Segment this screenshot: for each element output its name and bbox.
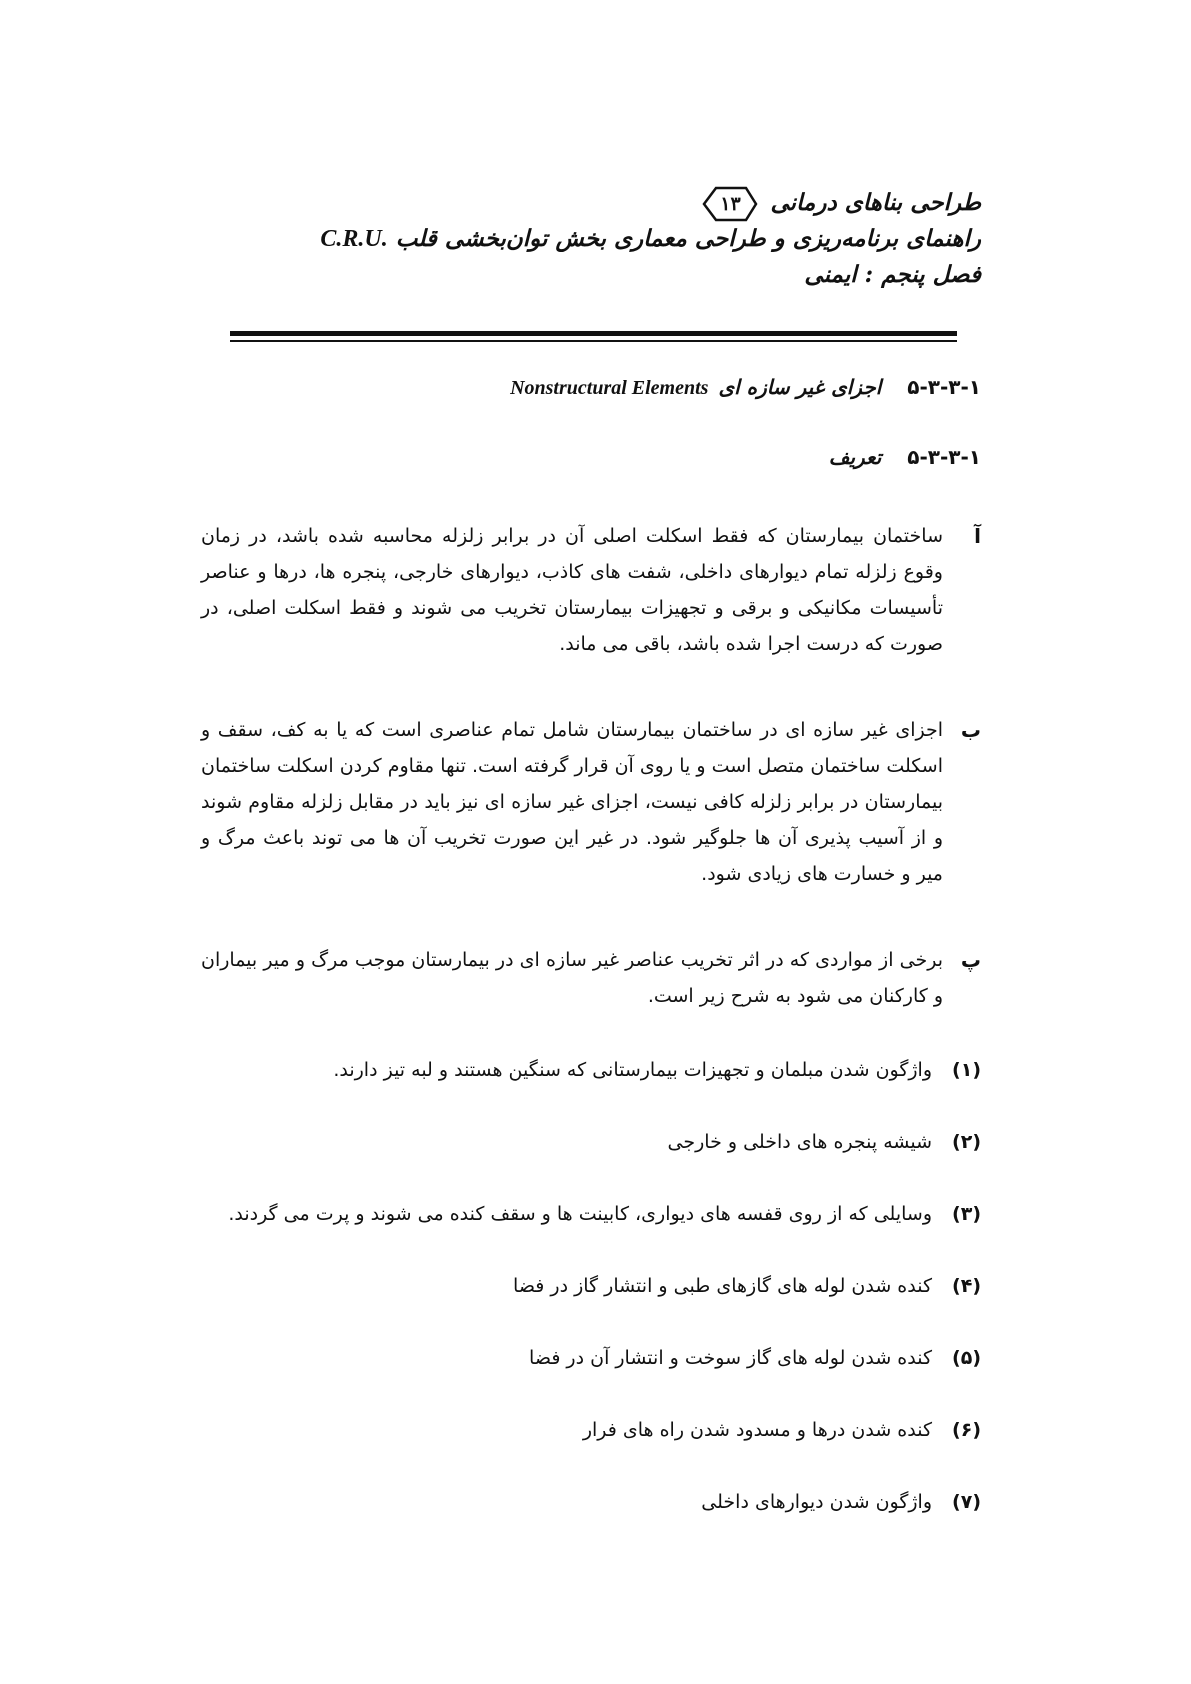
list-item [529,1340,981,1376]
list-item-number: (۴) [952,1275,981,1297]
paragraph-p [201,942,981,1014]
header-line-guide-title [221,221,981,257]
section-title-latin: Nonstructural Elements [510,377,709,399]
list-item-text: کنده شدن لوله های گازهای طبی و انتشار گاز در فضا [513,1275,933,1297]
list-item [668,1124,981,1160]
section-number: ۵-۳-۳-۱ [907,445,981,469]
chapter-title: فصل پنجم : ایمنی [804,261,981,288]
paragraph-marker: پ [960,948,981,972]
list-item-text: کنده شدن لوله های گاز سوخت و انتشار آن در فضا [529,1347,933,1369]
page-number-badge [702,186,758,222]
list-item [228,1196,981,1232]
paragraph-text: ساختمان بیمارستان که فقط اسکلت اصلی آن در برابر زلزله محاسبه شده باشد، در زمان وقوع زلزله تمام دیوارهای داخلی، شفت های کاذب، دیوارهای خارجی، پنجره ها، درها و عناصر تأسیسات مکانیکی و برقی و تجهیزات بیمارستان تخریب می شوند و فقط اسکلت اصلی، در صورت که درست اجرا شده باشد، باقی می ماند. [201,525,943,655]
list-item [583,1412,981,1448]
paragraph-marker: ب [960,718,981,742]
list-item-text: واژگون شدن دیوارهای داخلی [701,1491,933,1513]
list-item-number: (۶) [952,1419,981,1441]
section-heading-nonstructural [510,375,981,400]
header-rule-thin [230,340,957,342]
paragraph-text: برخی از مواردی که در اثر تخریب عناصر غیر سازه ای در بیمارستان موجب مرگ و میر بیماران و کارکنان می شود به شرح زیر است. [201,949,943,1007]
header-rule-thick [230,331,957,336]
paragraph-a [201,518,981,662]
list-item-number: (۲) [952,1131,981,1153]
list-item-text: وسایلی که از روی قفسه های دیواری، کابینت ها و سقف کنده می شوند و پرت می گردند. [228,1203,933,1225]
header-line-chapter [221,257,981,293]
list-item-number: (۷) [952,1491,981,1513]
guide-title-latin: C.R.U. [320,226,388,252]
list-item [333,1052,981,1088]
section-heading-definition [829,445,981,469]
header-line-book-title [221,185,981,221]
paragraph-b [201,712,981,892]
list-item-text: کنده شدن درها و مسدود شدن راه های فرار [582,1419,933,1441]
section-title: تعریف [828,445,882,469]
page-number: ۱۳ [720,193,741,215]
book-title: طراحی بناهای درمانی [770,189,981,216]
page-header [221,185,981,293]
list-item [513,1268,981,1304]
guide-title: راهنمای برنامه‌ریزی و طراحی معماری بخش توان‌بخشی قلب [395,225,981,252]
paragraph-text: اجزای غیر سازه ای در ساختمان بیمارستان شامل تمام عناصری است که یا به کف، سقف و اسکلت ساختمان متصل است و یا روی آن قرار گرفته است. تنها مقاوم کردن اسکلت ساختمان بیمارستان در برابر زلزله کافی نیست، اجزای غیر سازه ای نیز باید در مقابل زلزله مقاوم شوند و از آسیب پذیری آن ها جلوگیر شود. در غیر این صورت تخریب آن ها می توند باعث مرگ و میر و خسارت های زیادی شود. [201,719,943,885]
section-number: ۵-۳-۳-۱ [907,375,981,399]
list-item-number: (۱) [952,1059,981,1081]
list-item-text: شیشه پنجره های داخلی و خارجی [667,1131,933,1153]
list-item-text: واژگون شدن مبلمان و تجهیزات بیمارستانی که سنگین هستند و لبه تیز دارند. [333,1059,933,1081]
paragraph-marker: آ [974,524,981,548]
list-item-number: (۵) [952,1347,981,1369]
section-title: اجزای غیر سازه ای [718,375,882,399]
list-item [701,1484,981,1520]
list-item-number: (۳) [952,1203,981,1225]
